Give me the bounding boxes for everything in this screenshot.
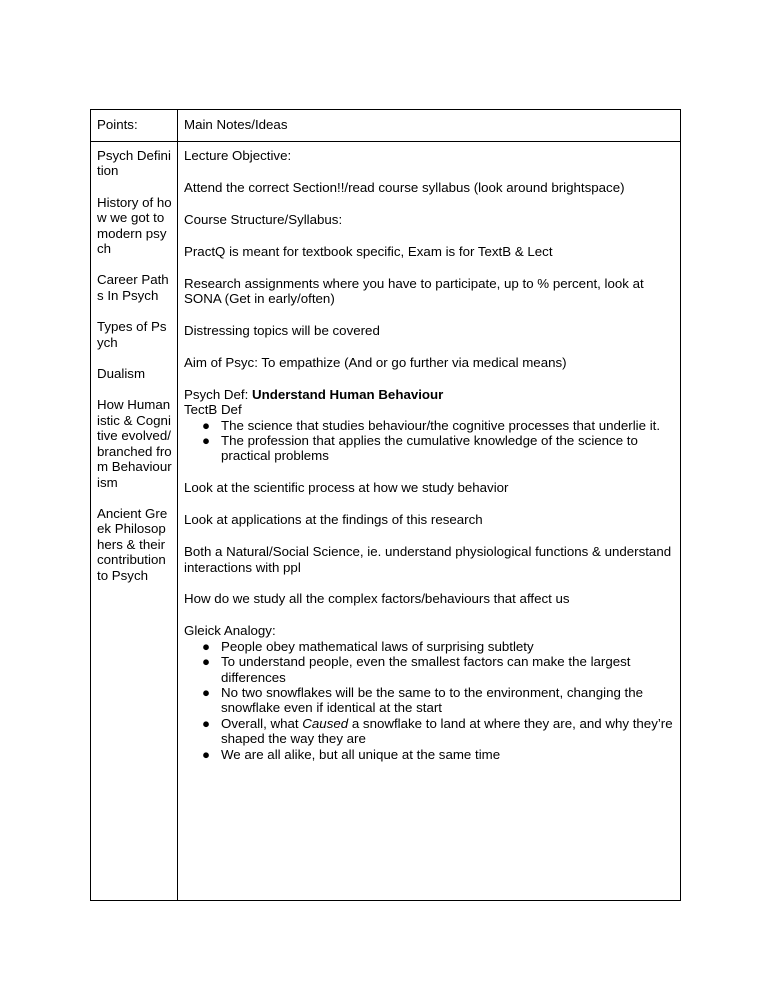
text-fragment: Overall, what bbox=[221, 715, 303, 731]
bullet-icon: ● bbox=[202, 654, 211, 670]
point-item: How Humanistic & Cognitive evolved/branched from Behaviourism bbox=[97, 397, 172, 490]
list-item-text bbox=[221, 716, 673, 746]
point-item: Types of Psych bbox=[97, 319, 167, 350]
bullet-icon: ● bbox=[202, 746, 211, 762]
point-item: Career Paths In Psych bbox=[97, 272, 169, 303]
note-paragraph: Distressing topics will be covered bbox=[184, 322, 380, 338]
point-item: Psych Definition bbox=[97, 148, 171, 179]
note-paragraph: Research assignments where you have to participate, up to % percent, look at SONA (Get in early/often) bbox=[184, 275, 644, 307]
list-item bbox=[202, 432, 674, 464]
point-item: Dualism bbox=[97, 366, 146, 382]
list-item bbox=[202, 746, 674, 762]
list-item-text: No two snowflakes will be the same to to the environment, changing the snowflake even if identical at the start bbox=[221, 684, 644, 716]
list-item bbox=[202, 417, 674, 433]
points-header: Points: bbox=[97, 117, 138, 132]
gleick-list bbox=[184, 639, 674, 762]
list-item bbox=[202, 654, 674, 685]
list-item-text: The science that studies behaviour/the cognitive processes that underlie it. bbox=[221, 417, 661, 433]
text-fragment: a snowflake to land at where they are, and why they’re shaped the way they are bbox=[221, 715, 673, 747]
textbook-def-label: TectB Def bbox=[184, 402, 242, 418]
bullet-icon: ● bbox=[202, 638, 211, 654]
points-list bbox=[91, 142, 177, 583]
gleick-heading: Gleick Analogy: bbox=[184, 623, 276, 639]
notes-header: Main Notes/Ideas bbox=[184, 117, 288, 132]
cornell-notes-table bbox=[90, 109, 681, 901]
list-item-text: People obey mathematical laws of surprising subtlety bbox=[221, 638, 534, 654]
notes-cell bbox=[178, 142, 681, 901]
bullet-icon: ● bbox=[202, 417, 211, 433]
point-item: Ancient Greek Philosophers & their contribution to Psych bbox=[97, 505, 168, 583]
note-paragraph: How do we study all the complex factors/behaviours that affect us bbox=[184, 591, 570, 607]
points-header-cell bbox=[91, 110, 178, 142]
note-paragraph: Look at the scientific process at how we study behavior bbox=[184, 480, 509, 496]
list-item bbox=[202, 715, 674, 747]
psych-definition bbox=[184, 387, 674, 402]
textbook-def-list bbox=[184, 418, 674, 464]
point-item: History of how we got to modern psych bbox=[97, 194, 172, 257]
bullet-icon: ● bbox=[202, 715, 211, 731]
lecture-objective: Lecture Objective: bbox=[184, 148, 292, 163]
notes-content bbox=[178, 142, 680, 762]
psych-def-bold: Understand Human Behaviour bbox=[251, 386, 444, 402]
bullet-icon: ● bbox=[202, 432, 211, 448]
note-paragraph: PractQ is meant for textbook specific, Exam is for TextB & Lect bbox=[184, 243, 553, 259]
note-paragraph: Look at applications at the findings of this research bbox=[184, 512, 483, 528]
bullet-icon: ● bbox=[202, 684, 211, 700]
note-paragraph: Both a Natural/Social Science, ie. understand physiological functions & understand interactions with ppl bbox=[184, 544, 672, 575]
course-structure: Course Structure/Syllabus: bbox=[184, 211, 343, 227]
list-item-text: To understand people, even the smallest factors can make the largest differences bbox=[221, 654, 631, 685]
psych-def-label: Psych Def: bbox=[184, 386, 252, 402]
body-row bbox=[91, 142, 681, 901]
note-paragraph: Aim of Psyc: To empathize (And or go further via medical means) bbox=[184, 354, 567, 370]
list-item-text: The profession that applies the cumulative knowledge of the science to practical problems bbox=[221, 432, 638, 464]
header-row bbox=[91, 110, 681, 142]
list-item bbox=[202, 638, 674, 654]
list-item bbox=[202, 684, 674, 716]
note-paragraph: Attend the correct Section!!/read course syllabus (look around brightspace) bbox=[184, 179, 625, 195]
points-cell bbox=[91, 142, 178, 901]
notes-header-cell bbox=[178, 110, 681, 142]
italic-caused: Caused bbox=[302, 715, 349, 731]
list-item-text: We are all alike, but all unique at the same time bbox=[221, 746, 501, 762]
